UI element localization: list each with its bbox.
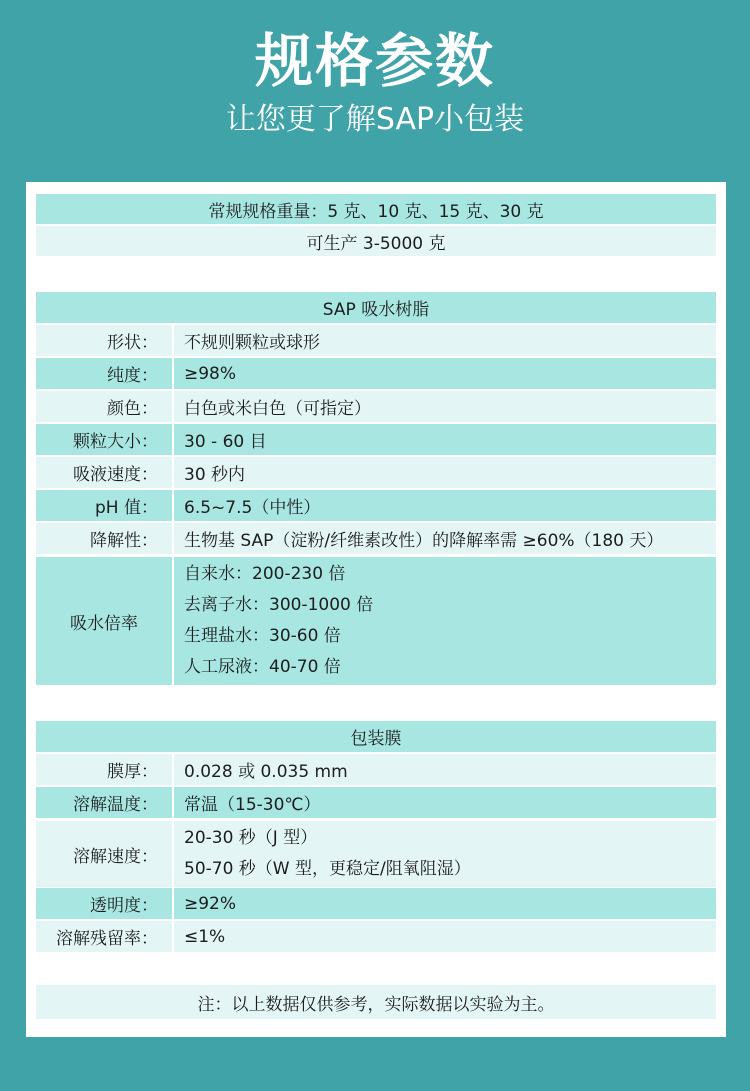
row-value: 生物基 SAP（淀粉/纤维素改性）的降解率需 ≥60%（180 天） [184, 531, 664, 551]
row-label: 溶解温度： [36, 787, 174, 818]
row-label: 膜厚： [36, 754, 174, 785]
absorption-deionized-water: 去离子水：300-1000 倍 [184, 595, 374, 615]
sap-row-color [36, 391, 716, 422]
row-value: 30 - 60 目 [184, 432, 267, 452]
row-label: 透明度： [36, 888, 174, 919]
absorption-artificial-urine: 人工尿液：40-70 倍 [184, 657, 341, 677]
row-label: 降解性： [36, 523, 174, 554]
row-label: 纯度： [36, 358, 174, 389]
absorption-tap-water: 自来水：200-230 倍 [184, 564, 346, 584]
overview-weights: 常规规格重量：5 克、10 克、15 克、30 克 [36, 194, 716, 224]
row-label: 颗粒大小： [36, 424, 174, 455]
row-value: 白色或米白色（可指定） [184, 399, 371, 419]
sap-row-shape [36, 325, 716, 356]
spec-card [26, 182, 726, 1037]
sap-row-absorb-speed [36, 457, 716, 488]
row-value: ≥92% [184, 893, 237, 914]
page-subtitle: 让您更了解SAP小包装 [225, 102, 525, 137]
row-values [174, 821, 471, 887]
film-row-dissolve-speed [36, 821, 716, 887]
sap-row-particle-size [36, 424, 716, 455]
film-heading: 包装膜 [36, 721, 716, 752]
row-label: 溶解残留率： [36, 921, 174, 952]
row-label: 形状： [36, 325, 174, 356]
overview-capacity: 可生产 3-5000 克 [36, 226, 716, 256]
sap-row-degradability [36, 523, 716, 554]
row-value: 不规则颗粒或球形 [184, 333, 320, 353]
row-value: 0.028 或 0.035 mm [184, 762, 348, 782]
dissolve-speed-j-type: 20-30 秒（J 型） [184, 828, 318, 848]
row-value: ≤1% [184, 926, 226, 947]
row-value: 30 秒内 [184, 465, 246, 485]
row-value: ≥98% [184, 363, 237, 384]
row-label: 吸水倍率 [36, 557, 174, 685]
film-row-thickness [36, 754, 716, 785]
sap-heading: SAP 吸水树脂 [36, 292, 716, 323]
row-label: 颜色： [36, 391, 174, 422]
dissolve-speed-w-type: 50-70 秒（W 型，更稳定/阻氧阻湿） [184, 859, 471, 879]
row-values [174, 557, 373, 685]
sap-row-ph [36, 490, 716, 521]
film-row-dissolve-temp [36, 787, 716, 818]
page-header [0, 0, 750, 182]
absorption-saline: 生理盐水：30-60 倍 [184, 626, 341, 646]
film-row-transparency [36, 888, 716, 919]
page-title: 规格参数 [254, 27, 495, 95]
row-label: pH 值： [36, 490, 174, 521]
row-value: 6.5~7.5（中性） [184, 498, 321, 518]
row-label: 吸液速度： [36, 457, 174, 488]
sap-row-purity [36, 358, 716, 389]
row-label: 溶解速度： [36, 821, 174, 887]
disclaimer-note: 注：以上数据仅供参考，实际数据以实验为主。 [36, 985, 716, 1019]
row-value: 常温（15-30℃） [184, 795, 321, 815]
film-row-residue [36, 921, 716, 952]
sap-row-absorption-rate [36, 557, 716, 685]
